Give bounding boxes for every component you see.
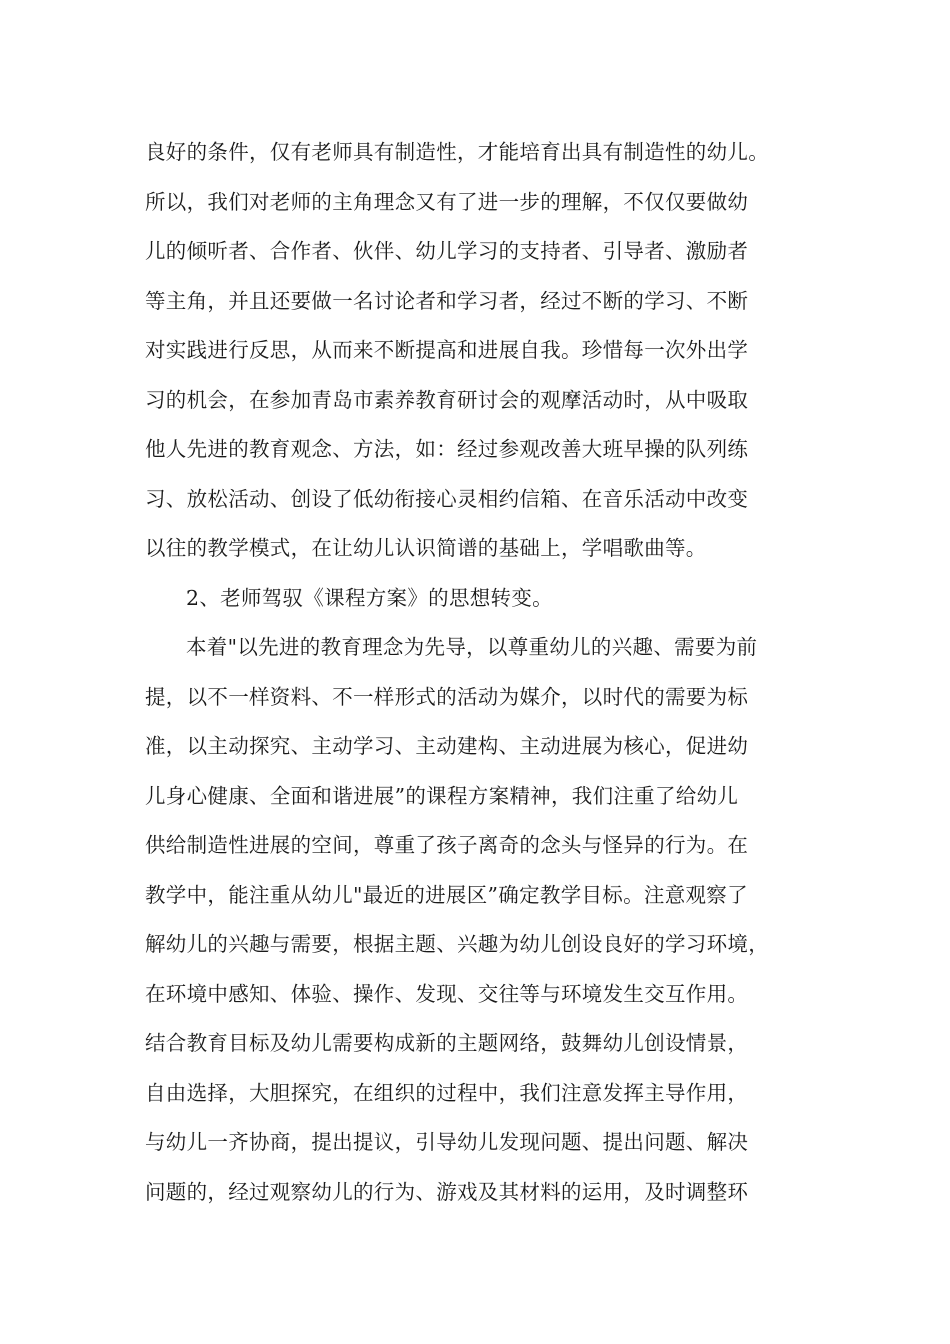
text-line: 供给制造性进展的空间，尊重了孩子离奇的念头与怪异的行为。在 (145, 833, 749, 857)
text-line: 以往的教学模式，在让幼儿认识简谱的基础上，学唱歌曲等。 (145, 536, 707, 560)
text-line: 儿身心健康、全面和谐进展”的课程方案精神，我们注重了给幼儿 (145, 783, 739, 808)
text-line: 自由选择，大胆探究，在组织的过程中，我们注意发挥主导作用， (145, 1080, 749, 1105)
section-heading: 2、老师驾驭《课程方案》的思想转变。 (186, 585, 553, 610)
text-line: 提，以不一样资料、不一样形式的活动为媒介，以时代的需要为标 (145, 684, 749, 709)
text-line: 对实践进行反思，从而来不断提高和进展自我。珍惜每一次外出学 (145, 338, 749, 362)
text-line: 在环境中感知、体验、操作、发现、交往等与环境发生交互作用。 (145, 981, 749, 1006)
text-line: 儿的倾听者、合作者、伙伴、幼儿学习的支持者、引导者、激励者 (145, 239, 749, 263)
text-line: 良好的条件，仅有老师具有制造性，才能培育出具有制造性的幼儿。 (145, 140, 769, 164)
text-line: 所以，我们对老师的主角理念又有了进一步的理解，不仅仅要做幼 (145, 189, 749, 214)
text-line: 教学中，能注重从幼儿"最近的进展区”确定教学目标。注意观察了 (145, 882, 748, 907)
text-line: 等主角，并且还要做一名讨论者和学习者，经过不断的学习、不断 (145, 288, 749, 313)
text-line: 结合教育目标及幼儿需要构成新的主题网络，鼓舞幼儿创设情景， (145, 1031, 749, 1055)
text-line: 准，以主动探究、主动学习、主动建构、主动进展为核心，促进幼 (145, 734, 749, 758)
text-line: 问题的，经过观察幼儿的行为、游戏及其材料的运用，及时调整环 (145, 1179, 749, 1204)
text-line: 他人先进的教育观念、方法，如：经过参观改善大班早操的队列练 (145, 437, 749, 461)
text-line: 解幼儿的兴趣与需要，根据主题、兴趣为幼儿创设良好的学习环境， (145, 932, 769, 956)
text-line: 习、放松活动、创设了低幼衔接心灵相约信箱、在音乐活动中改变 (145, 486, 749, 511)
text-line: 习的机会，在参加青岛市素养教育研讨会的观摩活动时，从中吸取 (145, 387, 749, 412)
text-line: 与幼儿一齐协商，提出提议，引导幼儿发现问题、提出问题、解决 (145, 1130, 749, 1154)
text-line: 本着"以先进的教育理念为先导，以尊重幼儿的兴趣、需要为前 (186, 635, 758, 659)
body-text (145, 128, 835, 1217)
